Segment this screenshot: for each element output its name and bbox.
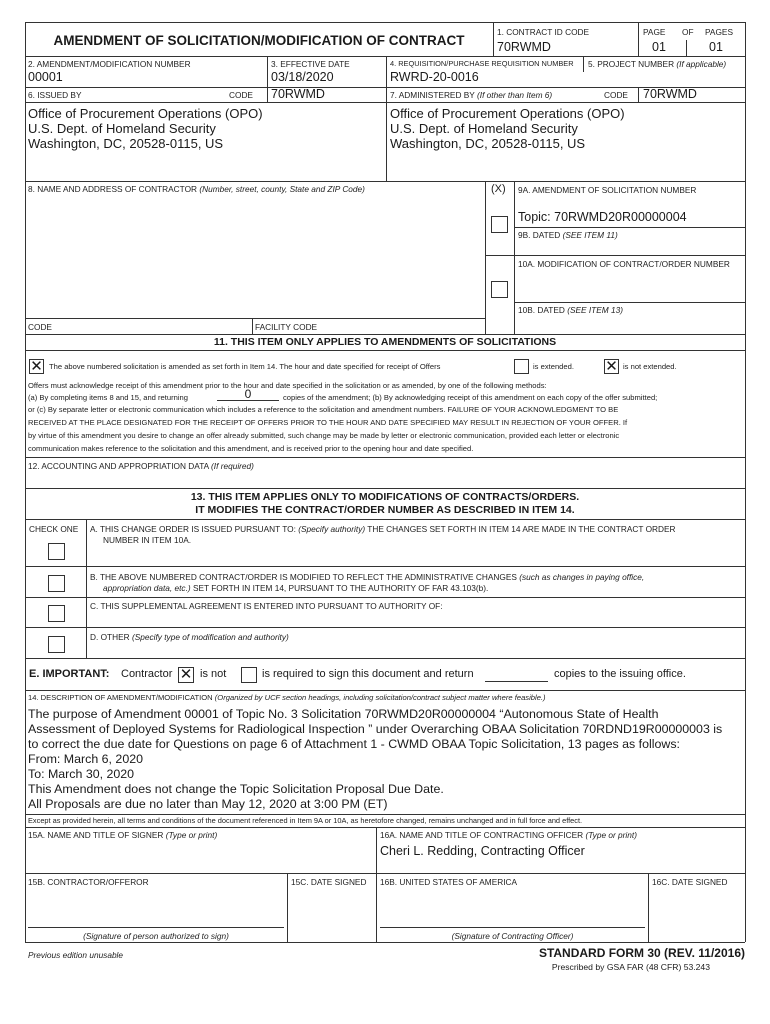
date-signed-15c: 15C. DATE SIGNED: [291, 877, 367, 887]
is-extended-checkbox[interactable]: [514, 359, 529, 374]
amend-solicitation-checkbox[interactable]: [491, 216, 508, 233]
requisition-value[interactable]: RWRD-20-0016: [390, 70, 479, 84]
issued-by-label: 6. ISSUED BY: [28, 90, 82, 100]
item11-p4: RECEIVED AT THE PLACE DESIGNATED FOR THE RECEIPT OF OFFERS PRIOR TO THE HOUR AND DATE SPECIFIED MAY RESULT IN REJECTION OF YOUR OFFER. If: [28, 418, 628, 427]
item13-c-checkbox[interactable]: [48, 605, 65, 622]
pages-value[interactable]: 01: [709, 40, 723, 54]
item13-title-2: IT MODIFIES THE CONTRACT/ORDER NUMBER AS DESCRIBED IN ITEM 14.: [195, 504, 575, 516]
item14-line-7: All Proposals are due no later than May 12, 2020 at 3:00 PM (ET): [28, 797, 388, 811]
is-extended-label: is extended.: [533, 362, 574, 371]
previous-edition: Previous edition unusable: [28, 950, 124, 960]
item13-b-checkbox[interactable]: [48, 575, 65, 592]
item14-label: 14. DESCRIPTION OF AMENDMENT/MODIFICATION (Organized by UCF section headings, including solicitation/contract subject matter where feasible.): [28, 693, 546, 702]
signer-label: 15A. NAME AND TITLE OF SIGNER (Type or print): [28, 830, 218, 840]
important-copies: copies to the issuing office.: [554, 668, 686, 680]
issued-address-line-1: Office of Procurement Operations (OPO): [28, 106, 263, 121]
item13-d-checkbox[interactable]: [48, 636, 65, 653]
sig-officer-caption: (Signature of Contracting Officer): [451, 931, 574, 941]
prescribed-by: Prescribed by GSA FAR (48 CFR) 53.243: [551, 962, 710, 972]
item11-line1: The above numbered solicitation is amended as set forth in Item 14. The hour and date specified for receipt of Offers: [49, 362, 441, 371]
contractor-offeror-label: 15B. CONTRACTOR/OFFEROR: [28, 877, 149, 887]
effective-date-label: 3. EFFECTIVE DATE: [271, 59, 350, 69]
form-right-border: [745, 22, 746, 942]
item14-line-3: to correct the due date for Questions on page 6 of Attachment 1 - CWMD OBAA Topic Solicitation, 13 pages as follows:: [28, 737, 681, 751]
dated-10b-label: 10B. DATED (SEE ITEM 13): [518, 305, 623, 315]
administered-label: 7. ADMINISTERED BY (If other than Item 6): [390, 90, 553, 100]
item11-p3: or (c) By separate letter or electronic communication which includes a reference to the solicitation and amendment numbers. FAILURE OF YOUR ACKNOWLEDGMENT TO BE: [28, 405, 619, 414]
contractor-signature-line[interactable]: [28, 927, 284, 928]
item13-a-checkbox[interactable]: [48, 543, 65, 560]
date-signed-16c: 16C. DATE SIGNED: [652, 877, 728, 887]
officer-label: 16A. NAME AND TITLE OF CONTRACTING OFFICER (Type or print): [380, 830, 637, 840]
item13-c-text: C. THIS SUPPLEMENTAL AGREEMENT IS ENTERED INTO PURSUANT TO AUTHORITY OF:: [90, 601, 443, 611]
item13-b-line2: appropriation data, etc.) SET FORTH IN ITEM 14, PURSUANT TO THE AUTHORITY OF FAR 43.103(b).: [103, 583, 489, 593]
dated-9b-label: 9B. DATED (SEE ITEM 11): [518, 230, 618, 240]
item14-line-5: To: March 30, 2020: [28, 767, 135, 781]
item11-p5: by virtue of this amendment you desire to change an offer already submitted, such change may be made by letter or electronic communication, provided each letter or electronic: [28, 431, 620, 440]
item13-title-1: 13. THIS ITEM APPLIES ONLY TO MODIFICATIONS OF CONTRACTS/ORDERS.: [190, 491, 580, 503]
item11-p2a: (a) By completing items 8 and 15, and returning: [28, 393, 188, 402]
contract-id-label: 1. CONTRACT ID CODE: [497, 27, 590, 37]
important-is-not-checkbox[interactable]: ✕: [179, 666, 193, 683]
x-label: (X): [491, 183, 506, 195]
is-not-extended-label: is not extended.: [623, 362, 677, 371]
important-is-required: is required to sign this document and return: [262, 668, 474, 680]
contract-id-value[interactable]: 70RWMD: [497, 40, 551, 54]
admin-code-value[interactable]: 70RWMD: [643, 87, 697, 101]
of-label: OF: [682, 27, 694, 37]
item11-p1: Offers must acknowledge receipt of this amendment prior to the hour and date specified in the solicitation or as amended, by one of the following methods:: [28, 381, 547, 390]
page-label: PAGE: [643, 27, 666, 37]
check-one-label: CHECK ONE: [29, 524, 79, 534]
form-top-border: [25, 22, 745, 23]
item14-line-6: This Amendment does not change the Topic Solicitation Proposal Due Date.: [28, 782, 444, 796]
item14-line-2: Assessment of Deployed Systems for Radiological Inspection ” under Overarching OBAA Solicitation 70RDND19R00000003 is: [28, 722, 723, 736]
important-copies-blank[interactable]: [485, 681, 548, 682]
admin-address-line-2: U.S. Dept. of Homeland Security: [390, 121, 578, 136]
item11-title: 11. THIS ITEM ONLY APPLIES TO AMENDMENTS OF SOLICITATIONS: [213, 336, 557, 348]
except-text: Except as provided herein, all terms and conditions of the document referenced in Item 9A or 10A, as heretofore changed, remains unchanged and in full force and effect.: [28, 816, 583, 825]
effective-date-value[interactable]: 03/18/2020: [271, 70, 334, 84]
sig-person-caption: (Signature of person authorized to sign): [83, 931, 229, 941]
issued-address-line-3: Washington, DC, 20528-0115, US: [28, 136, 224, 151]
item11-p6: communication makes reference to the solicitation and this amendment, and is received prior to the opening hour and date specified.: [28, 444, 474, 453]
form-left-border: [25, 22, 26, 942]
pages-label: PAGES: [705, 27, 733, 37]
item13-d-text: D. OTHER (Specify type of modification and authority): [90, 632, 289, 642]
page-value[interactable]: 01: [652, 40, 666, 54]
contractor-code-label: CODE: [28, 322, 52, 332]
amend-solicitation-value[interactable]: Topic: 70RWMD20R00000004: [518, 210, 687, 224]
item11-p2b: copies of the amendment; (b) By acknowledging receipt of this amendment on each copy of the offer submitted;: [283, 393, 658, 402]
officer-signature-line[interactable]: [380, 927, 645, 928]
admin-code-label: CODE: [604, 90, 628, 100]
usa-label: 16B. UNITED STATES OF AMERICA: [380, 877, 518, 887]
form-name: STANDARD FORM 30 (REV. 11/2016): [538, 946, 745, 960]
item11-checkbox-amended[interactable]: ✕: [30, 358, 43, 375]
accounting-label: 12. ACCOUNTING AND APPROPRIATION DATA (If required): [28, 461, 254, 471]
copies-value[interactable]: 0: [217, 388, 279, 401]
admin-address-line-1: Office of Procurement Operations (OPO): [390, 106, 625, 121]
amendment-number-value[interactable]: 00001: [28, 70, 63, 84]
mod-contract-checkbox[interactable]: [491, 281, 508, 298]
issued-address-line-2: U.S. Dept. of Homeland Security: [28, 121, 216, 136]
item13-b-line1: B. THE ABOVE NUMBERED CONTRACT/ORDER IS MODIFIED TO REFLECT THE ADMINISTRATIVE CHANGES (such as changes in paying office,: [90, 572, 645, 582]
important-is-not: is not: [200, 668, 227, 680]
important-contractor: Contractor: [121, 668, 173, 680]
item13-a-line1: A. THIS CHANGE ORDER IS ISSUED PURSUANT TO: (Specify authority) THE CHANGES SET FORTH IN ITEM 14 ARE MADE IN THE CONTRACT ORDER: [90, 524, 676, 534]
amendment-number-label: 2. AMENDMENT/MODIFICATION NUMBER: [28, 59, 191, 69]
important-is-required-checkbox[interactable]: [241, 667, 257, 683]
issued-code-label: CODE: [229, 90, 253, 100]
issued-code-value[interactable]: 70RWMD: [271, 87, 325, 101]
item14-line-4: From: March 6, 2020: [28, 752, 144, 766]
item13-a-line2: NUMBER IN ITEM 10A.: [103, 535, 192, 545]
mod-contract-label: 10A. MODIFICATION OF CONTRACT/ORDER NUMBER: [518, 259, 730, 269]
requisition-label: 4. REQUISITION/PURCHASE REQUISITION NUMBER: [390, 59, 574, 68]
officer-value[interactable]: Cheri L. Redding, Contracting Officer: [380, 844, 585, 858]
admin-address-line-3: Washington, DC, 20528-0115, US: [390, 136, 586, 151]
form-title: AMENDMENT OF SOLICITATION/MODIFICATION OF CONTRACT: [53, 33, 465, 48]
amend-solicitation-label: 9A. AMENDMENT OF SOLICITATION NUMBER: [518, 185, 697, 195]
contractor-label: 8. NAME AND ADDRESS OF CONTRACTOR (Number, street, county, State and ZIP Code): [28, 184, 365, 194]
project-label: 5. PROJECT NUMBER (If applicable): [588, 59, 727, 69]
item14-line-1: The purpose of Amendment 00001 of Topic No. 3 Solicitation 70RWMD20R00000004 “Autonomous State of Health: [28, 707, 659, 721]
important-label: E. IMPORTANT:: [29, 668, 110, 680]
is-not-extended-checkbox[interactable]: ✕: [605, 358, 618, 375]
facility-code-label: FACILITY CODE: [255, 322, 318, 332]
